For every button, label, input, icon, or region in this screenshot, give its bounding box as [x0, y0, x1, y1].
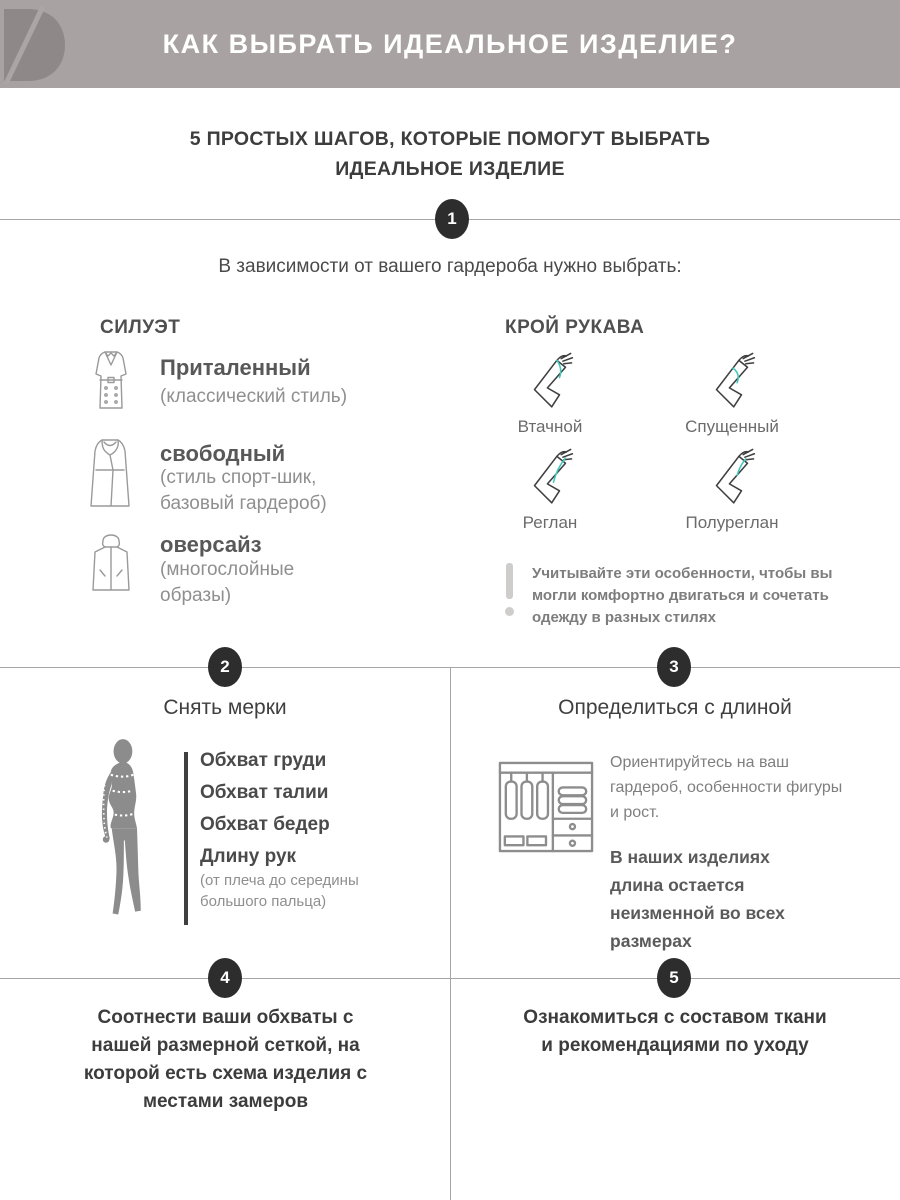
measurements-list	[200, 749, 415, 912]
silhouette-item-note: (многослойные образы)	[160, 559, 295, 606]
measurement-item: Обхват талии	[200, 782, 329, 803]
step-5-text: Ознакомиться с составом ткани и рекомендациями по уходу	[523, 1007, 827, 1056]
sleeve-note: Учитывайте эти особенности, чтобы вы могли комфортно двигаться и сочетать одежду в разных стилях	[532, 565, 833, 626]
step-4-text: Соотнести ваши обхваты с нашей размерной сеткой, на которой есть схема изделия с местами замеров	[83, 1007, 368, 1112]
step-5-badge: 5	[657, 958, 691, 998]
wardrobe-icon	[497, 758, 595, 861]
sleeve-label: Втачной	[517, 417, 583, 436]
step-2-badge: 2	[208, 647, 242, 687]
robe-coat-icon	[88, 436, 132, 515]
silhouette-item-name: оверсайз	[160, 532, 262, 557]
measurement-item: Обхват груди	[200, 750, 327, 771]
hooded-coat-icon	[88, 530, 134, 601]
sleeve-item	[652, 350, 812, 437]
step-3-highlight: В наших изделиях длина остается неизменной во всех размерах	[610, 847, 785, 951]
female-figure-icon	[92, 736, 152, 931]
sleeve-item	[652, 446, 812, 533]
dropped-sleeve-icon	[699, 399, 765, 416]
semi-raglan-sleeve-icon	[699, 495, 765, 512]
step-4-badge: 4	[208, 958, 242, 998]
sleeve-item	[470, 350, 630, 437]
step-3-title: Определиться с длиной	[558, 696, 792, 719]
page-title: КАК ВЫБРАТЬ ИДЕАЛЬНОЕ ИЗДЕЛИЕ?	[162, 28, 738, 59]
silhouette-heading: СИЛУЭТ	[100, 317, 181, 338]
silhouette-item-name: Приталенный	[160, 355, 311, 380]
step-3-badge: 3	[657, 647, 691, 687]
raglan-sleeve-icon	[517, 495, 583, 512]
silhouette-item-note: (стиль спорт-шик, базовый гардероб)	[160, 467, 327, 514]
silhouette-item-name: свободный	[160, 441, 286, 466]
measurement-item: Длину рук	[200, 846, 297, 867]
sleeve-label: Реглан	[522, 513, 578, 532]
measurement-note: (от плеча до середины большого пальца)	[200, 872, 359, 910]
silhouette-item-note: (классический стиль)	[160, 386, 348, 407]
measurements-bar	[184, 752, 188, 925]
sleeve-heading: КРОЙ РУКАВА	[505, 317, 645, 338]
set-in-sleeve-icon	[517, 399, 583, 416]
step-3-text: Ориентируйтесь на ваш гардероб, особенности фигуры и рост.	[610, 754, 843, 821]
step-1-badge: 1	[435, 199, 469, 239]
header-bar	[0, 0, 900, 88]
measurement-item: Обхват бедер	[200, 814, 330, 835]
step-2-title: Снять мерки	[163, 696, 287, 719]
trench-coat-icon	[93, 350, 129, 417]
divider-3	[0, 978, 900, 979]
step-1-lead: В зависимости от вашего гардероба нужно выбрать:	[218, 256, 682, 277]
exclamation-dot-icon	[505, 607, 514, 616]
sleeve-label: Полуреглан	[685, 513, 779, 532]
subtitle: 5 ПРОСТЫХ ШАГОВ, КОТОРЫЕ ПОМОГУТ ВЫБРАТЬ ИДЕАЛЬНОЕ ИЗДЕЛИЕ	[189, 128, 711, 180]
column-divider	[450, 667, 451, 1200]
exclamation-icon	[506, 563, 513, 599]
sleeve-item	[470, 446, 630, 533]
sleeve-label: Спущенный	[685, 417, 779, 436]
